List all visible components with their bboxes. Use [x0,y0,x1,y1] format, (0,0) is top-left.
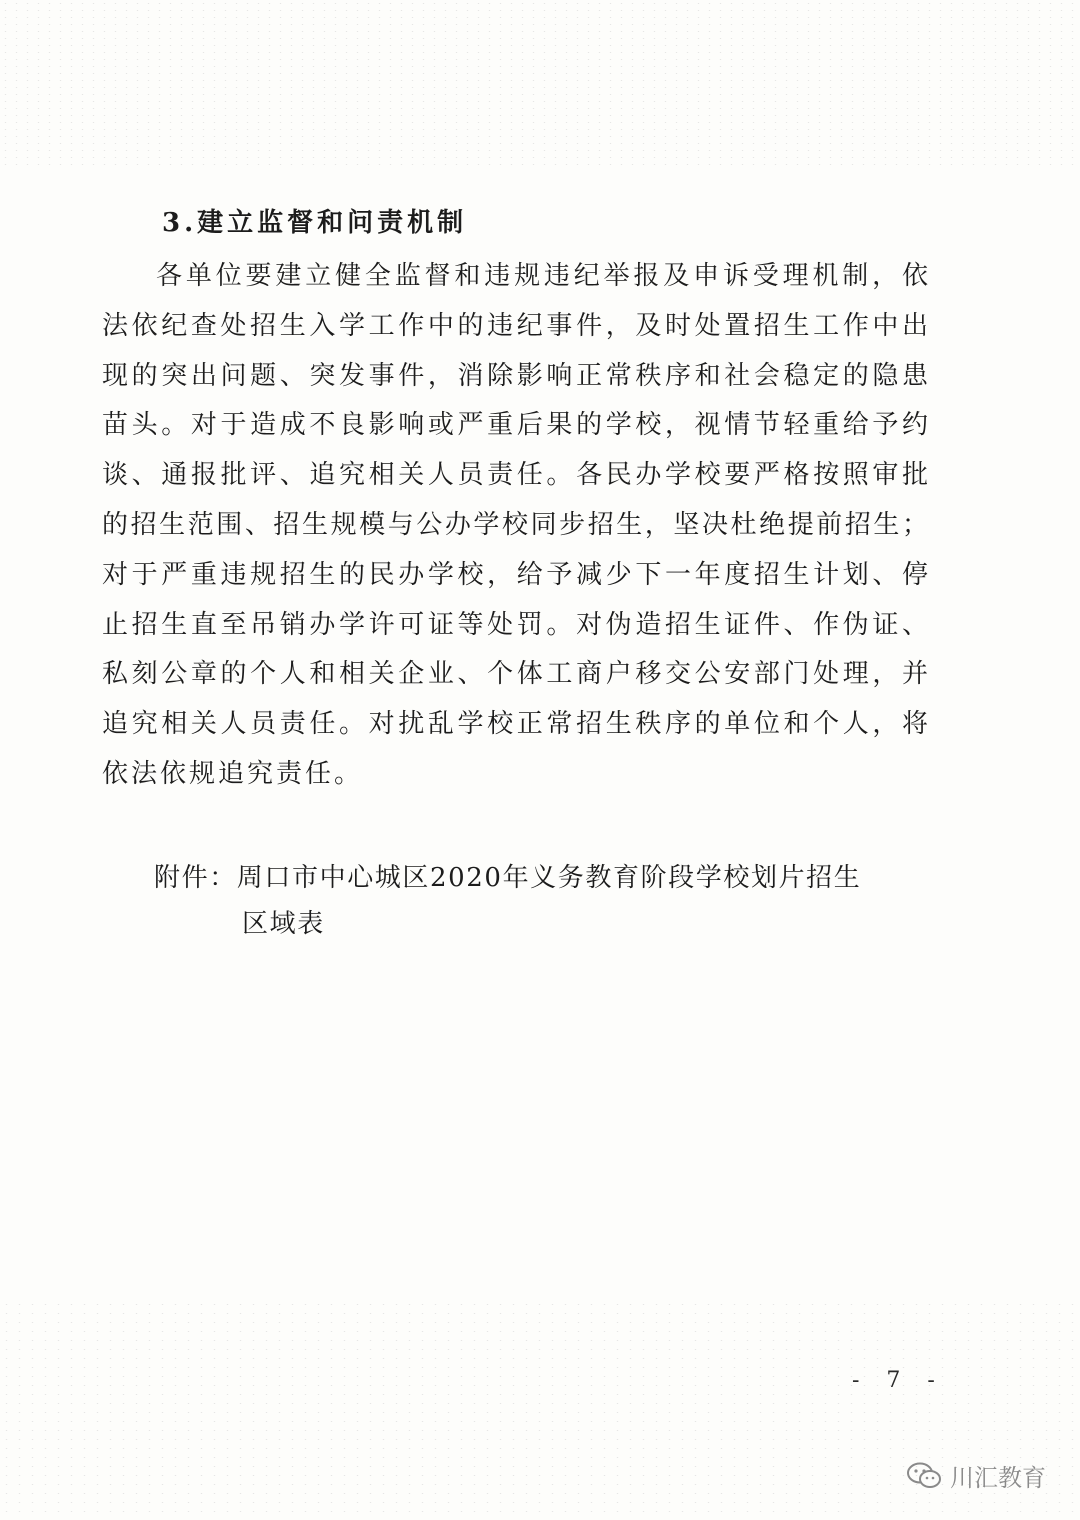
paragraph-line: 谈、通报批评、追究相关人员责任。各民办学校要严格按照审批 [102,460,928,491]
page-number: - 7 - [852,1368,945,1393]
watermark-text: 川汇教育 [950,1464,1046,1492]
section-heading: 3.建立监督和问责机制 [162,208,468,238]
paragraph-line: 法依纪查处招生入学工作中的违纪事件，及时处置招生工作中出 [102,310,928,341]
paragraph-line: 苗头。对于造成不良影响或严重后果的学校，视情节轻重给予约 [102,410,928,441]
attachment-line-continued: 区域表 [242,909,325,939]
paragraph-line: 的招生范围、招生规模与公办学校同步招生，坚决杜绝提前招生； [102,509,928,540]
attachment-line: 附件：周口市中心城区2020年义务教育阶段学校划片招生 [154,863,862,893]
wechat-icon [906,1461,942,1491]
paragraph-line: 对于严重违规招生的民办学校，给予减少下一年度招生计划、停 [102,559,928,590]
scan-noise-top [0,0,1080,170]
watermark [906,1458,1046,1493]
paragraph-line: 各单位要建立健全监督和违规违纪举报及申诉受理机制，依 [156,261,928,291]
body-paragraph [102,252,928,800]
paragraph-line: 私刻公章的个人和相关企业、个体工商户移交公安部门处理，并 [102,659,928,690]
paragraph-line: 现的突出问题、突发事件，消除影响正常秩序和社会稳定的隐患 [102,360,928,391]
paragraph-line: 止招生直至吊销办学许可证等处罚。对伪造招生证件、作伪证、 [102,609,928,640]
paragraph-line: 依法依规追究责任。 [102,758,364,789]
paragraph-line: 追究相关人员责任。对扰乱学校正常招生秩序的单位和个人，将 [102,709,928,740]
attachment-note [154,855,894,947]
